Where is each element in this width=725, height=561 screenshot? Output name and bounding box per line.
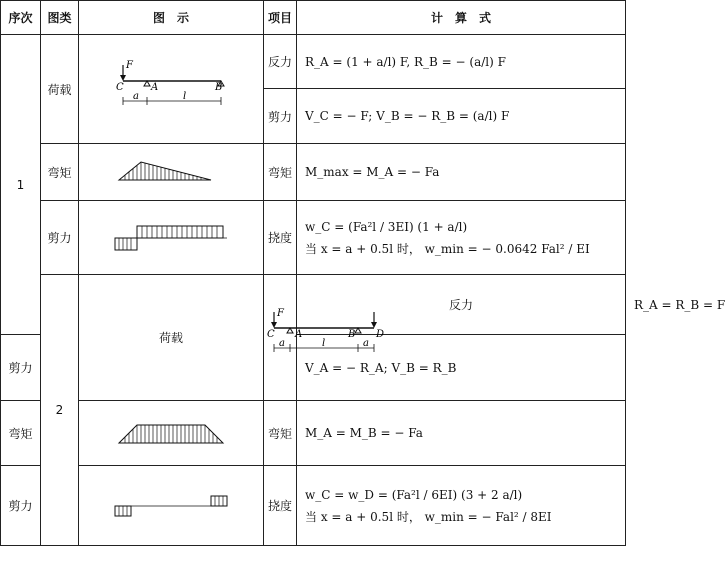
case2-moment-diagram [111, 413, 231, 453]
case1-formula-reaction: R_A = (1 + a/l) F, R_B = − (a/l) F [297, 35, 626, 89]
case1-item-reaction: 反力 [264, 35, 297, 89]
header-item: 项目 [264, 1, 297, 35]
case1-force-label: F [126, 60, 133, 71]
case2-moment-shape [119, 425, 223, 443]
case2-deflection-line2: 当 x = a + 0.5l 时， w_min = − Fal² / 8EI [305, 509, 552, 524]
case1-item-deflection: 挠度 [264, 201, 297, 275]
case2-moment-row [1, 401, 626, 466]
case1-shear-diagram [111, 216, 231, 260]
case1-formula-shear: V_C = − F; V_B = − R_B = (a/l) F [297, 89, 626, 144]
case1-formula-deflection-cell [297, 201, 626, 275]
case1-dim-l: l [183, 91, 187, 102]
case1-moment-category: 弯矩 [41, 144, 79, 201]
case2-shear-category: 剪力 [1, 466, 41, 546]
case1-deflection-line1: w_C = (Fa²l / 3EI) (1 + a/l) [305, 219, 468, 234]
header-formula: 计 算 式 [297, 1, 626, 35]
case2-item-shear: 剪力 [1, 335, 41, 401]
case1-moment-row [1, 144, 626, 201]
case1-item-shear: 剪力 [264, 89, 297, 144]
case2-shear-diagram [111, 486, 231, 526]
case1-load-diagram-cell [79, 35, 264, 144]
header-row [1, 1, 626, 35]
case2-formula-deflection-cell [297, 466, 626, 546]
case2-force-label: F [277, 307, 284, 319]
case2-item-deflection: 挠度 [264, 466, 297, 546]
case1-moment-diagram-cell [79, 144, 264, 201]
header-seq: 序次 [1, 1, 41, 35]
case2-label-b: B [348, 328, 356, 340]
case2-dim-a2: a [363, 337, 369, 349]
force-arrow-left-icon [271, 322, 277, 328]
case1-deflection-line2: 当 x = a + 0.5l 时， w_min = − 0.0642 Fal² / EI [305, 241, 590, 256]
case2-seq: 2 [41, 275, 79, 546]
support-a-icon [144, 81, 150, 86]
case1-shear-diagram-cell [79, 201, 264, 275]
header-category: 图类 [41, 1, 79, 35]
case2-label-d: D [376, 328, 385, 340]
case1-moment-diagram [111, 152, 231, 192]
case1-load-diagram [111, 59, 231, 119]
force-arrow-icon [120, 75, 126, 81]
case1-dim-a: a [133, 91, 139, 102]
case1-shear-category: 剪力 [41, 201, 79, 275]
header-figure: 图 示 [79, 1, 264, 35]
case1-reaction-row [1, 35, 626, 89]
case2-formula-moment: M_A = M_B = − Fa [297, 401, 626, 466]
case2-load-category: 荷载 [79, 275, 264, 401]
case2-shear-diagram-cell [79, 466, 264, 546]
case2-moment-diagram-cell [79, 401, 264, 466]
case2-label-a: A [295, 328, 303, 340]
case1-load-category: 荷载 [41, 35, 79, 144]
case1-formula-moment: M_max = M_A = − Fa [297, 144, 626, 201]
case2-reaction-row: 2 荷载 F C A B D a l a 反力 R_A = R_B = F [1, 275, 626, 335]
case2-deflection-row [1, 466, 626, 546]
case2-moment-category: 弯矩 [1, 401, 41, 466]
case2-item-reaction: 反力 [297, 275, 626, 335]
case1-label-a: A [151, 82, 159, 93]
case1-item-moment: 弯矩 [264, 144, 297, 201]
case1-label-b: B [215, 82, 223, 93]
case2-item-moment: 弯矩 [264, 401, 297, 466]
case2-label-c: C [267, 328, 275, 340]
support-a-icon [287, 328, 293, 333]
case1-seq: 1 [1, 35, 41, 335]
case2-formula-shear: V_A = − R_A; V_B = R_B [297, 335, 626, 401]
case2-dim-l: l [322, 337, 326, 349]
case2-dim-a: a [279, 337, 285, 349]
case1-deflection-row [1, 201, 626, 275]
case1-label-c: C [116, 82, 124, 93]
case2-deflection-line1: w_C = w_D = (Fa²l / 6EI) (3 + 2 a/l) [305, 487, 523, 502]
